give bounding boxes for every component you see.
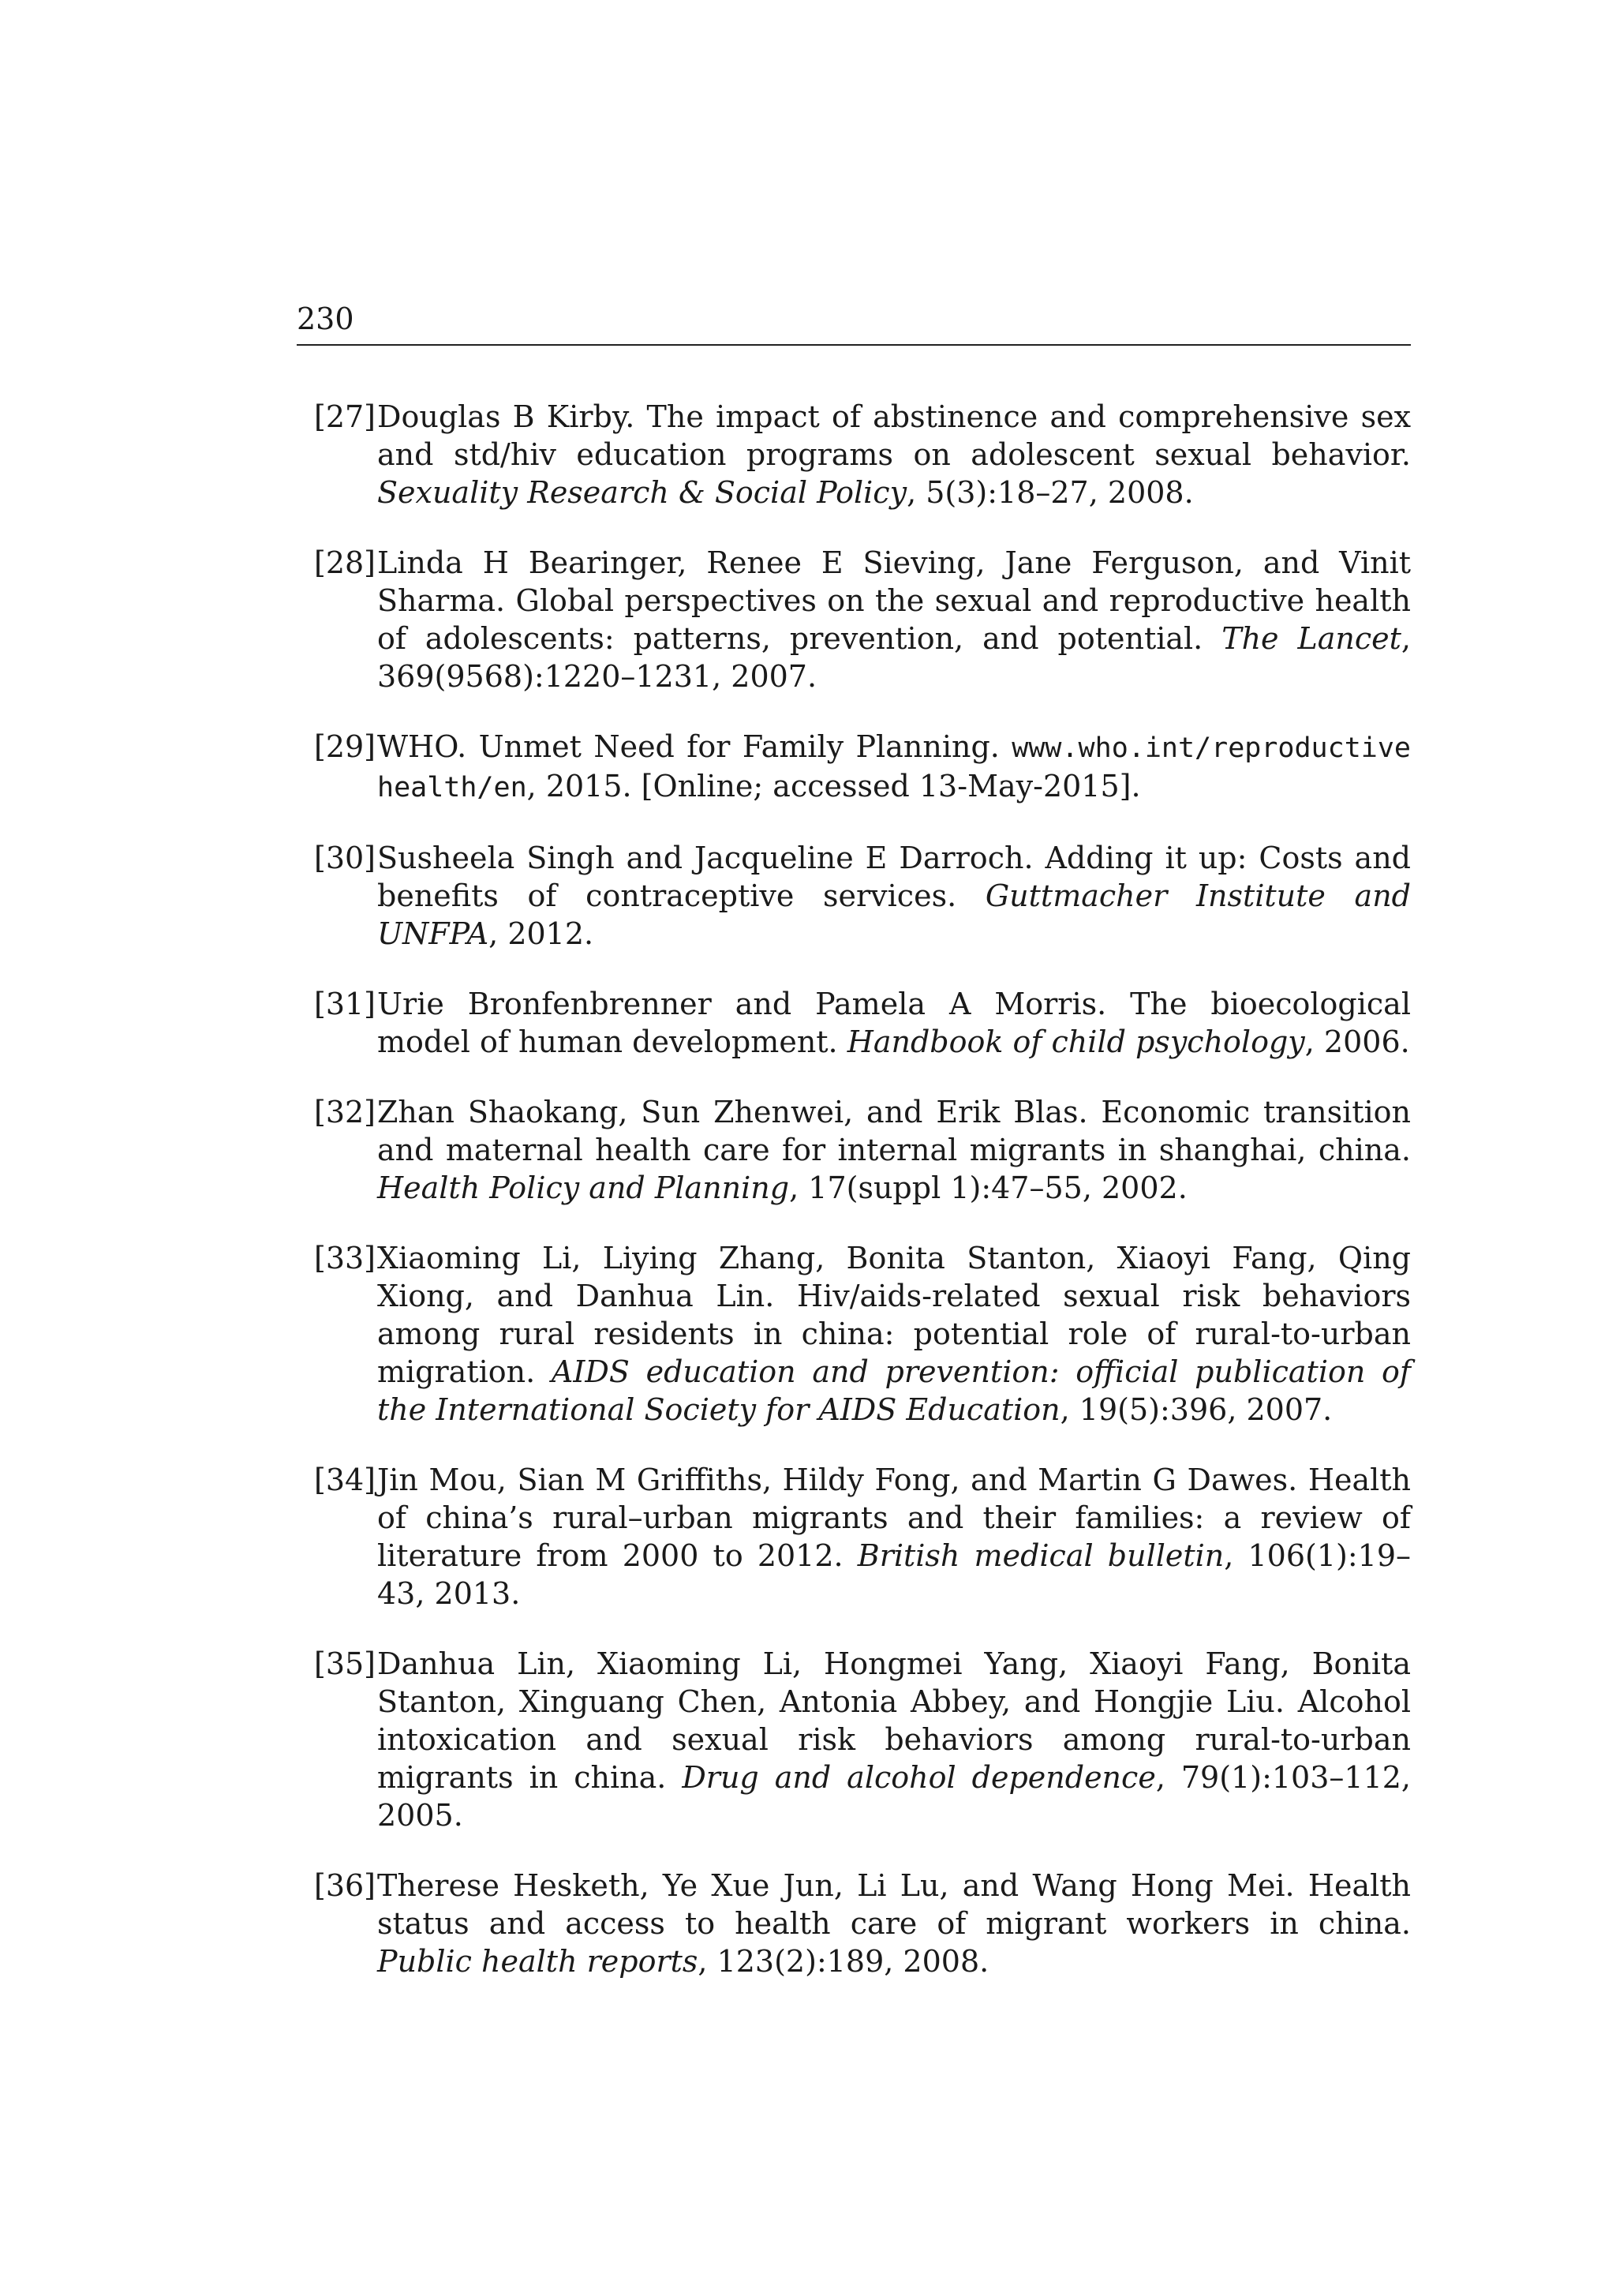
- reference-number: [35]: [314, 1646, 376, 1681]
- reference-item: [297, 1645, 1411, 1834]
- reference-item: [297, 1239, 1411, 1429]
- reference-number: [36]: [314, 1868, 376, 1903]
- reference-list: [297, 398, 1411, 2013]
- reference-number: [34]: [314, 1463, 376, 1497]
- reference-text: Zhan Shaokang, Sun Zhenwei, and Erik Blas. Economic transition and maternal health care for internal migrants in shanghai, china. Health Policy and Planning, 17(suppl 1):47–55, 2002.: [377, 1095, 1411, 1205]
- reference-venue: Public health reports: [377, 1944, 698, 1979]
- reference-text: Susheela Singh and Jacqueline E Darroch. Adding it up: Costs and benefits of contraceptive services. Guttmacher Institute and UNFPA, 2012.: [377, 841, 1411, 951]
- reference-text: Douglas B Kirby. The impact of abstinence and comprehensive sex and std/hiv education programs on adolescent sexual behavior. Sexuality Research & Social Policy, 5(3):18–27, 2008.: [377, 399, 1411, 510]
- reference-url-link[interactable]: www.who.int/reproductivehealth/en: [377, 732, 1411, 803]
- reference-number: [29]: [314, 729, 376, 764]
- reference-number: [27]: [314, 399, 376, 434]
- running-header: [297, 300, 1411, 346]
- reference-venue: Handbook of child psychology: [847, 1024, 1305, 1059]
- reference-venue: Guttmacher Institute and UNFPA: [377, 878, 1411, 951]
- reference-item: [297, 1093, 1411, 1207]
- reference-item: [297, 839, 1411, 953]
- reference-item: [297, 728, 1411, 807]
- reference-venue: Health Policy and Planning: [377, 1170, 790, 1205]
- reference-number: [31]: [314, 987, 376, 1021]
- page-number: 230: [297, 302, 354, 336]
- reference-venue: Sexuality Research & Social Policy: [377, 475, 907, 510]
- reference-venue: Drug and alcohol dependence: [682, 1760, 1156, 1795]
- reference-item: [297, 1461, 1411, 1612]
- reference-text: Jin Mou, Sian M Griffiths, Hildy Fong, and Martin G Dawes. Health of china’s rural–urban migrants and their families: a review of literature from 2000 to 2012. British medical bulletin, 106(1):19–43, 2013.: [377, 1463, 1411, 1611]
- reference-item: [297, 985, 1411, 1061]
- reference-number: [28]: [314, 545, 376, 580]
- reference-number: [33]: [314, 1241, 376, 1275]
- reference-text: WHO. Unmet Need for Family Planning. www.who.int/reproductivehealth/en, 2015. [Online; accessed 13-May-2015].: [377, 729, 1411, 803]
- reference-venue: AIDS education and prevention: official publication of the International Society for AIDS Education: [377, 1354, 1411, 1427]
- reference-text: Urie Bronfenbrenner and Pamela A Morris. The bioecological model of human development. Handbook of child psychology, 2006.: [377, 987, 1411, 1059]
- reference-venue: The Lancet: [1221, 621, 1401, 656]
- reference-item: [297, 398, 1411, 511]
- reference-item: [297, 1867, 1411, 1980]
- reference-number: [30]: [314, 841, 376, 875]
- reference-venue: British medical bulletin: [857, 1538, 1225, 1573]
- reference-number: [32]: [314, 1095, 376, 1129]
- reference-text: Danhua Lin, Xiaoming Li, Hongmei Yang, Xiaoyi Fang, Bonita Stanton, Xinguang Chen, Antonia Abbey, and Hongjie Liu. Alcohol intoxication and sexual risk behaviors among rural-to-urban migrants in china. Drug and alcohol dependence, 79(1):103–112, 2005.: [377, 1646, 1412, 1833]
- reference-text: Xiaoming Li, Liying Zhang, Bonita Stanton, Xiaoyi Fang, Qing Xiong, and Danhua Lin. Hiv/aids-related sexual risk behaviors among rural residents in china: potential role of rural-to-urban migration. AIDS education and prevention: official publication of the International Society for AIDS Education, 19(5):396, 2007.: [377, 1241, 1411, 1427]
- reference-item: [297, 544, 1411, 695]
- reference-text: Linda H Bearinger, Renee E Sieving, Jane Ferguson, and Vinit Sharma. Global perspectives on the sexual and reproductive health of adolescents: patterns, prevention, and potential. The Lancet, 369(9568):1220–1231, 2007.: [377, 545, 1411, 694]
- reference-text: Therese Hesketh, Ye Xue Jun, Li Lu, and Wang Hong Mei. Health status and access to health care of migrant workers in china. Public health reports, 123(2):189, 2008.: [377, 1868, 1411, 1979]
